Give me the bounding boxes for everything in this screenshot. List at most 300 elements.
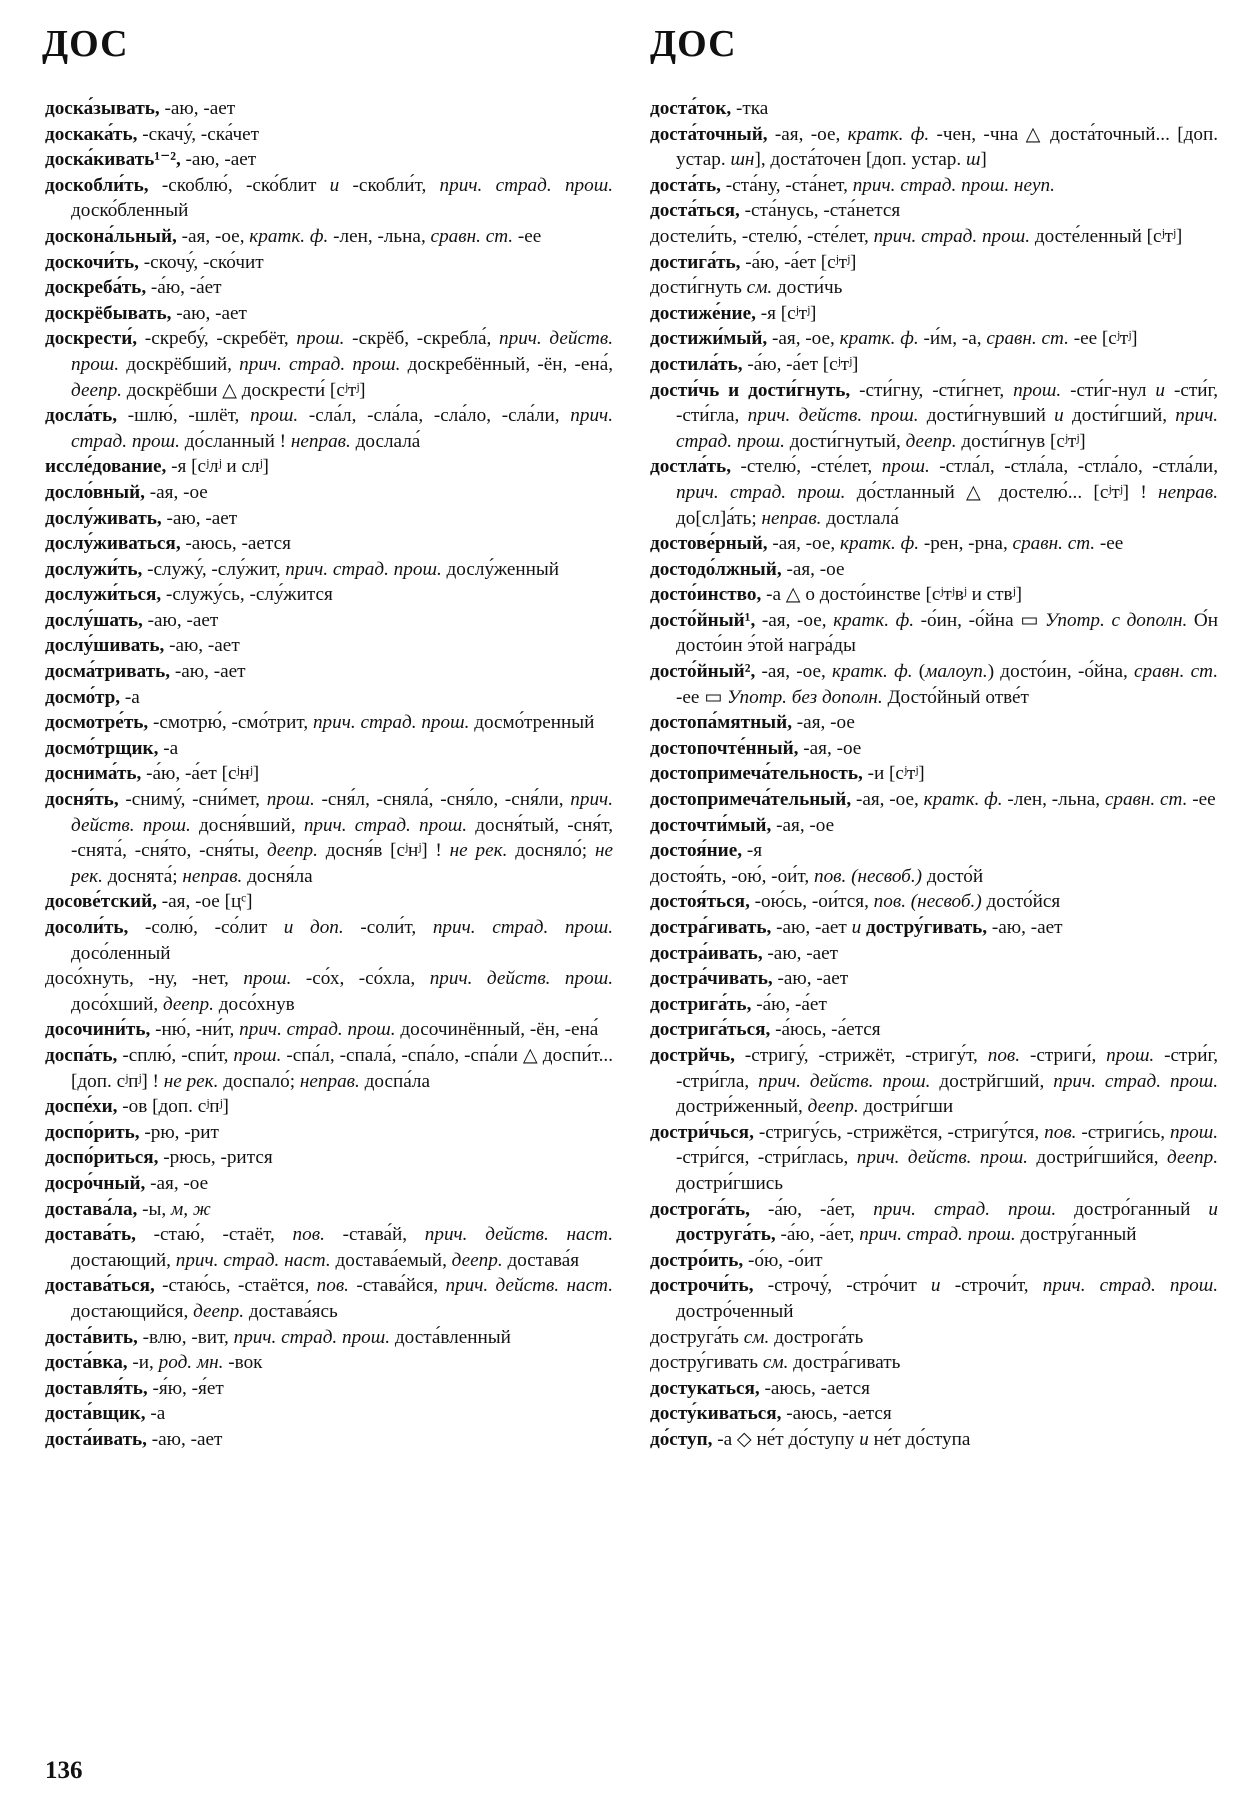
grammar-label: прош. — [881, 456, 930, 478]
grammar-label: прош. — [1013, 379, 1062, 401]
grammar-label: деепр. — [71, 379, 122, 401]
grammar-label: прич. страд. прош. — [285, 558, 442, 580]
entry-text: -скребу́, -скребёт, — [137, 328, 297, 350]
entry-text: -ее — [513, 225, 542, 247]
dictionary-entry — [45, 787, 613, 889]
headword: доска́кивать¹⁻², — [45, 149, 181, 171]
entry-text: -со́х, -со́хла, — [291, 968, 430, 990]
grammar-label: прич. страд. прош. — [1042, 1275, 1218, 1297]
headword: достоя́ние, — [650, 840, 743, 862]
dictionary-entry — [45, 1120, 613, 1146]
entry-text: -скачу́, -ска́чет — [137, 123, 260, 145]
entry-text: -аю, -ает — [159, 98, 236, 119]
dictionary-entry — [650, 1043, 1218, 1120]
grammar-label: кратк. ф. — [832, 661, 913, 683]
entry-text: -солю́, -со́лит — [128, 917, 284, 938]
entry-text: доскрёбший, — [119, 353, 240, 375]
dictionary-entry — [45, 173, 613, 224]
right-column — [650, 96, 1218, 1452]
entry-text: -аю, -ает — [771, 917, 852, 938]
entry-text: -ою́сь, -ои́тся, — [749, 891, 874, 913]
headword: досро́чный, — [45, 1172, 146, 1194]
dictionary-entry — [650, 736, 1218, 762]
entry-text: -сти́гну, -сти́гнет, — [850, 379, 1014, 401]
dictionary-entry — [45, 1350, 613, 1376]
entry-text: -аюсь, -ается — [180, 533, 291, 555]
dictionary-entry — [650, 301, 1218, 327]
dictionary-entry — [650, 838, 1218, 864]
entry-text: -чен, -чна △ доста́точный... [доп. устар. — [676, 123, 1219, 171]
entry-text: -строчу́, -стро́чит — [753, 1275, 931, 1297]
headword: дослу́шать, — [45, 609, 143, 631]
entry-text: -стаю́, -стаёт, — [135, 1224, 293, 1246]
grammar-label: прич. страд. прош. — [873, 225, 1031, 247]
dictionary-entry — [650, 224, 1218, 250]
headword: достра́чивать, — [650, 968, 773, 990]
grammar-label: пов. — [316, 1275, 349, 1297]
entry-text: -стри́гся, -стри́глась, — [676, 1147, 857, 1169]
grammar-label: прич. действ. наст. — [445, 1275, 613, 1297]
entry-text: -лен, -льна, — [328, 225, 431, 247]
grammar-label: и — [1208, 1198, 1219, 1220]
entry-text: дости́чь — [772, 277, 843, 299]
entry-text: дослу́женный — [441, 558, 560, 580]
entry-text: -я [сʲлʲ и слʲ] — [166, 456, 269, 478]
dictionary-entry — [45, 454, 613, 480]
entry-text: дострйгший, — [930, 1070, 1054, 1092]
dictionary-entry — [650, 1325, 1218, 1351]
entry-text: ] — [980, 149, 987, 171]
entry-text: -скоблю́, -ско́блит — [148, 174, 330, 196]
grammar-label: малоуп. — [925, 661, 988, 683]
entry-text: доснята́; — [102, 865, 183, 887]
entry-text: -ая, -ое, — [767, 328, 840, 350]
headword: доскрёбывать, — [45, 302, 172, 324]
running-head-right: ДОС — [650, 23, 737, 65]
entry-text: -ая, -ое [цᶜ] — [156, 891, 253, 913]
grammar-label: деепр. — [162, 993, 214, 1015]
headword: досмо́трщик, — [45, 737, 159, 759]
headword: досове́тский, — [45, 891, 157, 913]
headword: досмо́тр, — [45, 686, 121, 708]
grammar-label: и — [1155, 379, 1166, 401]
grammar-label: прич. действ. прош. — [71, 789, 613, 836]
headword: досто́йный¹, — [650, 609, 756, 631]
entry-text: -аю, -ает — [170, 661, 246, 683]
dictionary-entry — [650, 96, 1218, 122]
entry-text: досня́в [сʲнʲ] ! — [317, 840, 450, 862]
entry-text: дости́гнутый, — [784, 430, 906, 452]
dictionary-entry — [45, 1376, 613, 1402]
entry-text: -ста́ну, -ста́нет, — [720, 174, 853, 196]
entry-text: -я [сʲтʲ] — [755, 302, 817, 324]
headword: досмотре́ть, — [45, 712, 149, 734]
entry-text: дости́гнуть — [650, 277, 747, 299]
entry-text: -аюсь, -ается — [781, 1403, 892, 1425]
entry-text: достава́я — [502, 1249, 580, 1271]
dictionary-entry — [650, 352, 1218, 378]
dictionary-entry — [650, 122, 1218, 173]
entry-text: достели́ть, -стелю́, -сте́лет, — [650, 225, 874, 247]
entry-text: -а́ю, -а́ет, — [749, 1198, 874, 1220]
dictionary-entry — [650, 992, 1218, 1018]
entry-text: -аю, -ает — [772, 968, 849, 990]
entry-text: достри́женный, — [676, 1096, 808, 1118]
dictionary-entry — [45, 1325, 613, 1351]
entry-text: достава́емый, — [330, 1249, 452, 1271]
entry-text: -става́й, — [324, 1224, 425, 1246]
grammar-label: прич. страд. прош. — [859, 1224, 1016, 1246]
grammar-label: сравн. ст. — [1012, 533, 1096, 555]
entry-text: досо́хнув — [213, 993, 295, 1015]
entry-text: -спа́л, -спала́, -спа́ло, -спа́ли △ доспи́т... [доп. сʲпʲ] ! — [71, 1044, 613, 1092]
dictionary-entry — [45, 122, 613, 148]
entry-text: -аю, -ает — [164, 635, 240, 657]
dictionary-entry — [45, 1145, 613, 1171]
headword: достопа́мятный, — [650, 712, 792, 734]
grammar-label: прич. действ. прош. — [758, 1070, 931, 1092]
headword: достоя́ться, — [650, 891, 750, 913]
dictionary-entry — [45, 403, 613, 454]
entry-text: -стригу́сь, -стрижётся, -стригу́тся, — [753, 1121, 1045, 1143]
entry-text: доструга́ть — [650, 1326, 744, 1348]
headword: доскочи́ть, — [45, 251, 139, 273]
entry-text: достава́ясь — [244, 1300, 338, 1322]
grammar-label: прич. страд. прош. — [239, 1019, 396, 1041]
headword: дослу́живать, — [45, 507, 162, 529]
entry-text: -ая, -ое, — [767, 123, 848, 145]
entry-text: -скрёб, -скребла́, — [344, 328, 499, 350]
entry-text: -ая, -ое — [792, 712, 855, 734]
dictionary-entry — [45, 506, 613, 532]
entry-text: до[сл]а́ть; — [676, 507, 762, 529]
headword: досочини́ть, — [45, 1019, 151, 1041]
entry-text: -сниму́, -сни́мет, — [118, 789, 267, 811]
entry-text: -скочу́, -ско́чит — [138, 251, 264, 273]
entry-text: досочинённый, -ён, -ена́ — [395, 1019, 599, 1041]
entry-text: досняло́; — [507, 840, 595, 862]
dictionary-entry — [45, 1273, 613, 1324]
grammar-label: пов. (несвоб.) — [813, 865, 923, 887]
headword: доструга́ть, — [676, 1224, 776, 1246]
entry-text: дострога́ть — [769, 1326, 864, 1348]
dictionary-entry — [45, 531, 613, 557]
entry-text: -сня́л, -сняла́, -сня́ло, -сня́ли, — [314, 789, 571, 811]
grammar-label: прич. страд. прош. неуп. — [852, 174, 1055, 196]
grammar-label: прич. страд. прош. — [1053, 1070, 1219, 1092]
entry-text: -я — [742, 840, 763, 862]
headword: доспа́ть, — [45, 1044, 118, 1066]
headword: досто́инство, — [650, 584, 762, 606]
dictionary-entry — [650, 531, 1218, 557]
headword: дострйчь, — [650, 1044, 735, 1066]
headword: доспе́хи, — [45, 1096, 118, 1118]
entry-text: -ее — [1187, 789, 1216, 811]
entry-text: -ая, -ое — [145, 1172, 209, 1194]
entry-text: ( — [912, 661, 926, 683]
entry-text: -строчи́т, — [940, 1275, 1043, 1297]
grammar-label: кратк. ф. — [847, 123, 930, 145]
dictionary-entry — [650, 250, 1218, 276]
grammar-label: не рек. — [71, 840, 613, 887]
headword: досоли́ть, — [45, 917, 129, 938]
headword: достро́ить, — [650, 1249, 744, 1271]
grammar-label: прич. страд. прош. — [233, 1326, 391, 1348]
dictionary-entry — [650, 787, 1218, 813]
grammar-label: род. мн. — [158, 1352, 224, 1374]
headword: доста́ть, — [650, 174, 721, 196]
dictionary-entry — [650, 761, 1218, 787]
entry-text: -ста́нусь, -ста́нется — [739, 200, 901, 222]
dictionary-entry — [45, 685, 613, 711]
grammar-label: сравн. ст. — [1104, 789, 1188, 811]
left-column — [45, 96, 613, 1452]
headword: досма́тривать, — [45, 661, 171, 683]
entry-text: -ы, — [137, 1198, 172, 1220]
entry-text: -смотрю́, -смо́трит, — [148, 712, 313, 734]
entry-text: досо́хший, — [71, 993, 163, 1015]
dictionary-entry — [650, 864, 1218, 890]
entry-text: дости́гший, — [1063, 405, 1176, 427]
entry-text: -стриги́сь, — [1076, 1121, 1170, 1143]
headword: достопочте́нный, — [650, 737, 799, 759]
grammar-label: прош. — [296, 328, 345, 350]
headword: достопримеча́тельный, — [650, 789, 852, 811]
grammar-label: Употр. с дополн. — [1045, 609, 1188, 631]
grammar-label: прич. страд. наст. — [175, 1249, 331, 1271]
entry-text: -рю, -рит — [139, 1121, 219, 1143]
entry-text: -аю, -ает — [142, 609, 219, 631]
dictionary-entry — [45, 736, 613, 762]
grammar-label: прош. — [250, 405, 299, 427]
dictionary-entry — [650, 557, 1218, 583]
headword: доскона́льный, — [45, 225, 177, 247]
entry-text: -стаю́сь, -стаётся, — [154, 1275, 317, 1297]
entry-text: -ая, -ое, — [176, 225, 250, 247]
headword: достава́ла, — [45, 1198, 138, 1220]
grammar-label: прош. — [1169, 1121, 1219, 1143]
dictionary-entry — [45, 889, 613, 915]
grammar-label: деепр. — [266, 840, 318, 862]
headword: достила́ть, — [650, 353, 743, 375]
entry-text: -ов [доп. сʲпʲ] — [117, 1096, 229, 1118]
entry-text: -а́ю, -а́ет [сʲтʲ] — [740, 251, 857, 273]
entry-text: -стри́г, -стри́гла, — [676, 1044, 1219, 1092]
headword: достава́ть, — [45, 1224, 136, 1246]
grammar-label: кратк. ф. — [249, 225, 329, 247]
dictionary-entry — [45, 710, 613, 736]
dictionary-entry — [45, 557, 613, 583]
grammar-label: прич. действ. прош. — [429, 968, 613, 990]
dictionary-entry — [45, 1171, 613, 1197]
headword: доскобли́ть, — [45, 174, 149, 196]
headword: достла́ть, — [650, 456, 731, 478]
dictionary-entry — [45, 147, 613, 173]
dictionary-entry — [45, 275, 613, 301]
entry-text: -ая, -ое — [144, 481, 208, 503]
grammar-label: деепр. — [1167, 1147, 1219, 1169]
grammar-label: Употр. без дополн. — [727, 686, 883, 708]
entry-text: досмо́тренный — [469, 712, 595, 734]
entry-text: -ая, -ое — [798, 737, 862, 759]
dictionary-entry — [650, 966, 1218, 992]
dictionary-entry — [650, 326, 1218, 352]
grammar-label: прич. страд. прош. — [303, 814, 468, 836]
grammar-label: кратк. ф. — [840, 533, 920, 555]
entry-text: доста́вленный — [390, 1326, 511, 1348]
grammar-label: прич. страд. прош. — [676, 481, 846, 503]
grammar-label: неправ. — [1158, 481, 1218, 503]
headword: дослу́живаться, — [45, 533, 181, 555]
headword: доста́ться, — [650, 200, 740, 222]
headword: достукаться, — [650, 1377, 760, 1399]
headword: дости́чь и дости́гнуть, — [650, 379, 851, 401]
entry-text: -скобли́т, — [339, 174, 440, 196]
entry-text: достри́гшийся, — [1027, 1147, 1168, 1169]
entry-text: -аюсь, -ается — [759, 1377, 871, 1399]
headword: достига́ть, — [650, 251, 741, 273]
entry-text: ) досто́ин, -о́йна, — [987, 661, 1135, 683]
entry-text: -стригу́, -стрижёт, -стригу́т, — [734, 1044, 988, 1066]
entry-text: -ая, -ое, — [755, 609, 834, 631]
headword: доспо́риться, — [45, 1147, 159, 1169]
headword: дослужи́ть, — [45, 558, 143, 580]
entry-text: -ая, -ое — [781, 558, 845, 580]
dictionary-entry — [650, 915, 1218, 941]
entry-text: -ню́, -ни́т, — [150, 1019, 240, 1041]
grammar-label: и — [859, 1428, 869, 1450]
entry-text: достра́гивать — [788, 1352, 901, 1374]
grammar-label: пов. — [292, 1224, 325, 1246]
grammar-label: и доп. — [283, 917, 344, 938]
entry-text: досте́ленный [сʲтʲ] — [1030, 225, 1183, 247]
entry-text: -ая, -ое, — [767, 533, 840, 555]
entry-text: доско́бленный — [71, 200, 189, 222]
headword: достри́чься, — [650, 1121, 754, 1143]
entry-text: -соли́т, — [343, 917, 433, 938]
dictionary-entry — [45, 1017, 613, 1043]
headword: достра́гивать, — [650, 917, 772, 938]
entry-text: досто́й — [922, 865, 984, 887]
grammar-label: м, ж — [171, 1198, 211, 1220]
grammar-label: прич. действ. прош. — [71, 328, 613, 375]
entry-text: достри́гшись — [676, 1172, 784, 1194]
entry-text: -а — [158, 737, 179, 759]
dictionary-entry — [650, 608, 1218, 659]
entry-text: -а △ о досто́инстве [сʲтʲвʲ и ствʲ] — [761, 584, 1022, 606]
headword: дослужи́ться, — [45, 584, 162, 606]
entry-text: достоя́ть, -ою́, -ои́т, — [650, 865, 814, 887]
headword: достиже́ние, — [650, 302, 756, 324]
headword: дострига́ться, — [650, 1019, 771, 1041]
grammar-label: прош. — [243, 968, 292, 990]
entry-text: -рен, -рна, — [919, 533, 1013, 555]
headword: дослу́шивать, — [45, 635, 165, 657]
grammar-label: неправ. — [290, 430, 351, 452]
entry-text: доскребённый, -ён, -ена́, — [400, 353, 614, 375]
entry-text: достро́ганный — [1056, 1198, 1209, 1220]
dictionary-entry — [45, 582, 613, 608]
headword: доскака́ть, — [45, 123, 138, 145]
dictionary-entry — [650, 941, 1218, 967]
dictionary-entry — [45, 1197, 613, 1223]
entry-text: -сла́л, -сла́ла, -сла́ло, -сла́ли, — [298, 405, 571, 427]
grammar-label: деепр. — [807, 1096, 859, 1118]
entry-text: досня́тый, -сня́т, -снята́, -сня́то, -сня́ты, — [71, 814, 613, 862]
entry-text: -рюсь, -рится — [158, 1147, 273, 1169]
dictionary-entry — [650, 582, 1218, 608]
headword: доста́ивать, — [45, 1428, 147, 1450]
entry-text: -стелю́, -сте́лет, — [731, 456, 882, 478]
entry-text: -ая, -ое — [771, 814, 835, 836]
dictionary-entry — [650, 1376, 1218, 1402]
headword: доста́ток, — [650, 98, 732, 119]
headword: достове́рный, — [650, 533, 768, 555]
running-head-left: ДОС — [42, 23, 129, 65]
entry-text: достру́ганный — [1015, 1224, 1137, 1246]
entry-text: дослала́ — [350, 430, 421, 452]
entry-text: -а — [120, 686, 140, 708]
headword: доскреба́ть, — [45, 277, 147, 299]
dictionary-entry — [650, 1273, 1218, 1324]
grammar-label: прош. — [266, 789, 315, 811]
grammar-label: пов. (несвоб.) — [873, 891, 982, 913]
entry-text: дости́гнувший — [918, 405, 1055, 427]
entry-text: доскрёбши △ доскрести́ [сʲтʲ] — [121, 379, 366, 401]
entry-text: -и́м, -а, — [918, 328, 987, 350]
headword: доста́вить, — [45, 1326, 138, 1348]
entry-text: -а — [145, 1403, 166, 1425]
headword: иссле́дование, — [45, 456, 167, 478]
grammar-label: прич. действ. прош. — [856, 1147, 1028, 1169]
entry-text: -о́ин, -о́йна ▭ — [914, 609, 1046, 631]
grammar-label: не рек. — [163, 1070, 219, 1092]
dictionary-entry — [45, 608, 613, 634]
entry-text: -аю, -ает — [762, 942, 839, 964]
dictionary-entry — [45, 633, 613, 659]
entry-text: -служу́сь, -слу́жится — [161, 584, 333, 606]
dictionary-entry — [45, 301, 613, 327]
dictionary-entry — [45, 1401, 613, 1427]
grammar-label: прич. страд. прош. — [239, 353, 401, 375]
dictionary-entry — [45, 1222, 613, 1273]
dictionary-entry — [45, 224, 613, 250]
grammar-label: и — [329, 174, 340, 196]
entry-text: -става́йся, — [348, 1275, 446, 1297]
entry-text: -а́ю, -а́ет — [751, 993, 827, 1015]
dictionary-entry — [45, 326, 613, 403]
entry-text: -сплю́, -спи́т, — [117, 1044, 234, 1066]
entry-text: -аю, -ает — [171, 302, 247, 324]
headword: досло́вный, — [45, 481, 145, 503]
entry-text: достающий, — [71, 1249, 176, 1271]
grammar-label: прич. страд. прош. — [312, 712, 470, 734]
dictionary-entry — [650, 1427, 1218, 1453]
grammar-label: прич. страд. прош. — [71, 405, 613, 452]
headword: доставля́ть, — [45, 1377, 148, 1399]
grammar-label: прич. страд. прош. — [676, 405, 1219, 452]
entry-text: досня́вший, — [190, 814, 304, 836]
grammar-label: и — [1054, 405, 1064, 427]
dictionary-entry — [45, 761, 613, 787]
grammar-label: сравн. ст. — [1134, 661, 1218, 683]
dictionary-entry — [45, 1094, 613, 1120]
entry-text: до́сланный ! — [179, 430, 291, 452]
grammar-label: деепр. — [905, 430, 957, 452]
dictionary-entry — [45, 966, 613, 1017]
grammar-label: прош. — [233, 1044, 282, 1066]
headword: досточти́мый, — [650, 814, 772, 836]
